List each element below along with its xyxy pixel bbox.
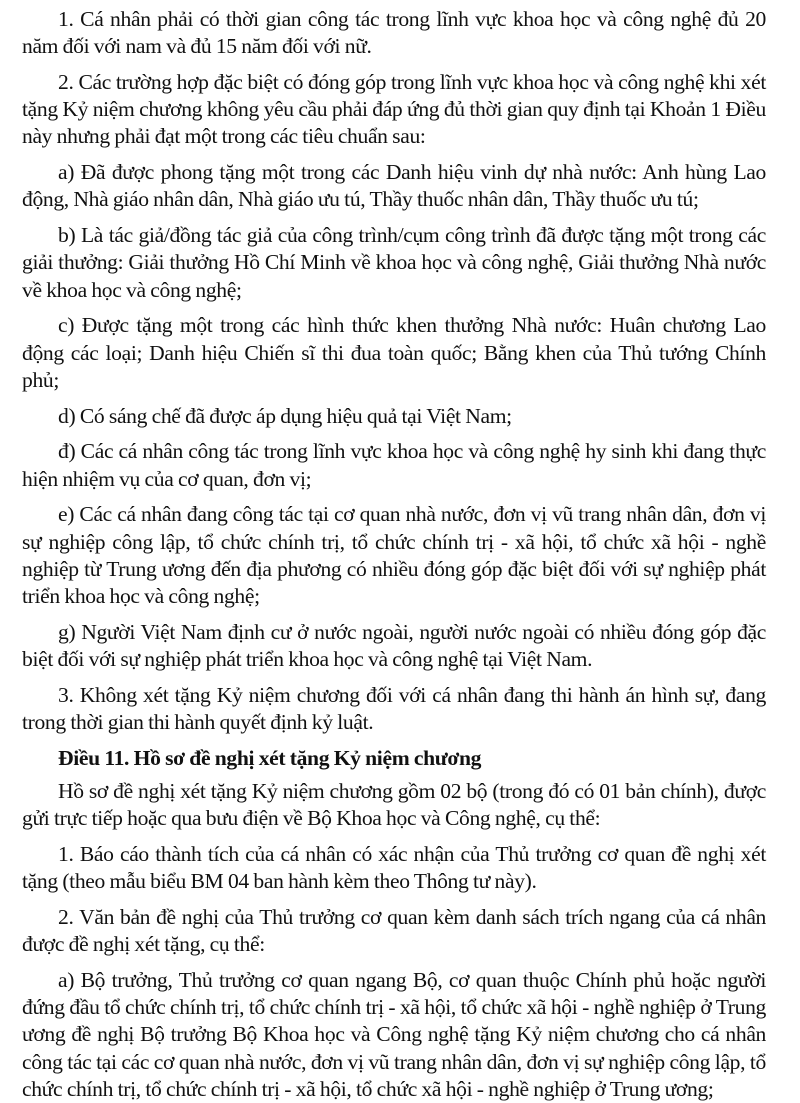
paragraph-criteria-2: 2. Các trường hợp đặc biệt có đóng góp trong lĩnh vực khoa học và công nghệ khi xét tặng Kỷ niệm chương không yêu cầu phải đáp ứng đủ thời gian quy định tại Khoản 1 Điều này nhưng phải đạt một trong các tiêu chuẩn sau: [22,70,766,149]
paragraph-item-d: d) Có sáng chế đã được áp dụng hiệu quả tại Việt Nam; [58,403,512,428]
article-item-2a: a) Bộ trưởng, Thủ trưởng cơ quan ngang Bộ, cơ quan thuộc Chính phủ hoặc người đứng đầu tổ chức chính trị, tổ chức chính trị - xã hội, tổ chức xã hội - nghề nghiệp ở Trung ương đề nghị Bộ trưởng Bộ Khoa học và Công nghệ tặng Kỷ niệm chương cho cá nhân công tác tại các cơ quan nhà nước, đơn vị vũ trang nhân dân, đơn vị sự nghiệp công lập, tổ chức chính trị, tổ chức chính trị - xã hội, tổ chức xã hội - nghề nghiệp ở Trung ương; [22,968,766,1101]
article-intro: Hồ sơ đề nghị xét tặng Kỷ niệm chương gồm 02 bộ (trong đó có 01 bản chính), được gửi trực tiếp hoặc qua bưu điện về Bộ Khoa học và Công nghệ, cụ thể: [22,779,766,831]
paragraph-item-c: c) Được tặng một trong các hình thức khen thưởng Nhà nước: Huân chương Lao động các loại; Danh hiệu Chiến sĩ thi đua toàn quốc; Bằng khen của Thủ tướng Chính phủ; [22,313,766,392]
article-item-2: 2. Văn bản đề nghị của Thủ trưởng cơ quan kèm danh sách trích ngang của cá nhân được đề nghị xét tặng, cụ thể: [22,905,766,957]
paragraph-criteria-3: 3. Không xét tặng Kỷ niệm chương đối với cá nhân đang thi hành án hình sự, đang trong thời gian thi hành quyết định kỷ luật. [22,682,766,735]
paragraph-item-b: b) Là tác giả/đồng tác giả của công trình/cụm công trình đã được tặng một trong các giải thưởng: Giải thưởng Hồ Chí Minh về khoa học và công nghệ, Giải thưởng Nhà nước về khoa học và công nghệ; [22,223,766,302]
paragraph-item-a: a) Đã được phong tặng một trong các Danh hiệu vinh dự nhà nước: Anh hùng Lao động, Nhà giáo nhân dân, Nhà giáo ưu tú, Thầy thuốc nhân dân, Thầy thuốc ưu tú; [22,160,766,212]
paragraph-item-g: g) Người Việt Nam định cư ở nước ngoài, người nước ngoài có nhiều đóng góp đặc biệt đối với sự nghiệp phát triển khoa học và công nghệ tại Việt Nam. [22,619,766,672]
paragraph-item-dd: đ) Các cá nhân công tác trong lĩnh vực khoa học và công nghệ hy sinh khi đang thực hiện nhiệm vụ của cơ quan, đơn vị; [22,439,766,491]
article-item-1: 1. Báo cáo thành tích của cá nhân có xác nhận của Thủ trưởng cơ quan đề nghị xét tặng (theo mẫu biểu BM 04 ban hành kèm theo Thông tư này). [22,842,766,894]
paragraph-criteria-1: 1. Cá nhân phải có thời gian công tác trong lĩnh vực khoa học và công nghệ đủ 20 năm đối với nam và đủ 15 năm đối với nữ. [22,7,766,59]
paragraph-item-e: e) Các cá nhân đang công tác tại cơ quan nhà nước, đơn vị vũ trang nhân dân, đơn vị sự nghiệp công lập, tổ chức chính trị, tổ chức chính trị - xã hội, tổ chức xã hội - nghề nghiệp từ Trung ương đến địa phương có nhiều đóng góp đặc biệt đối với sự nghiệp phát triển khoa học và công nghệ; [22,502,766,609]
article-heading: Điều 11. Hồ sơ đề nghị xét tặng Kỷ niệm chương [58,745,482,770]
